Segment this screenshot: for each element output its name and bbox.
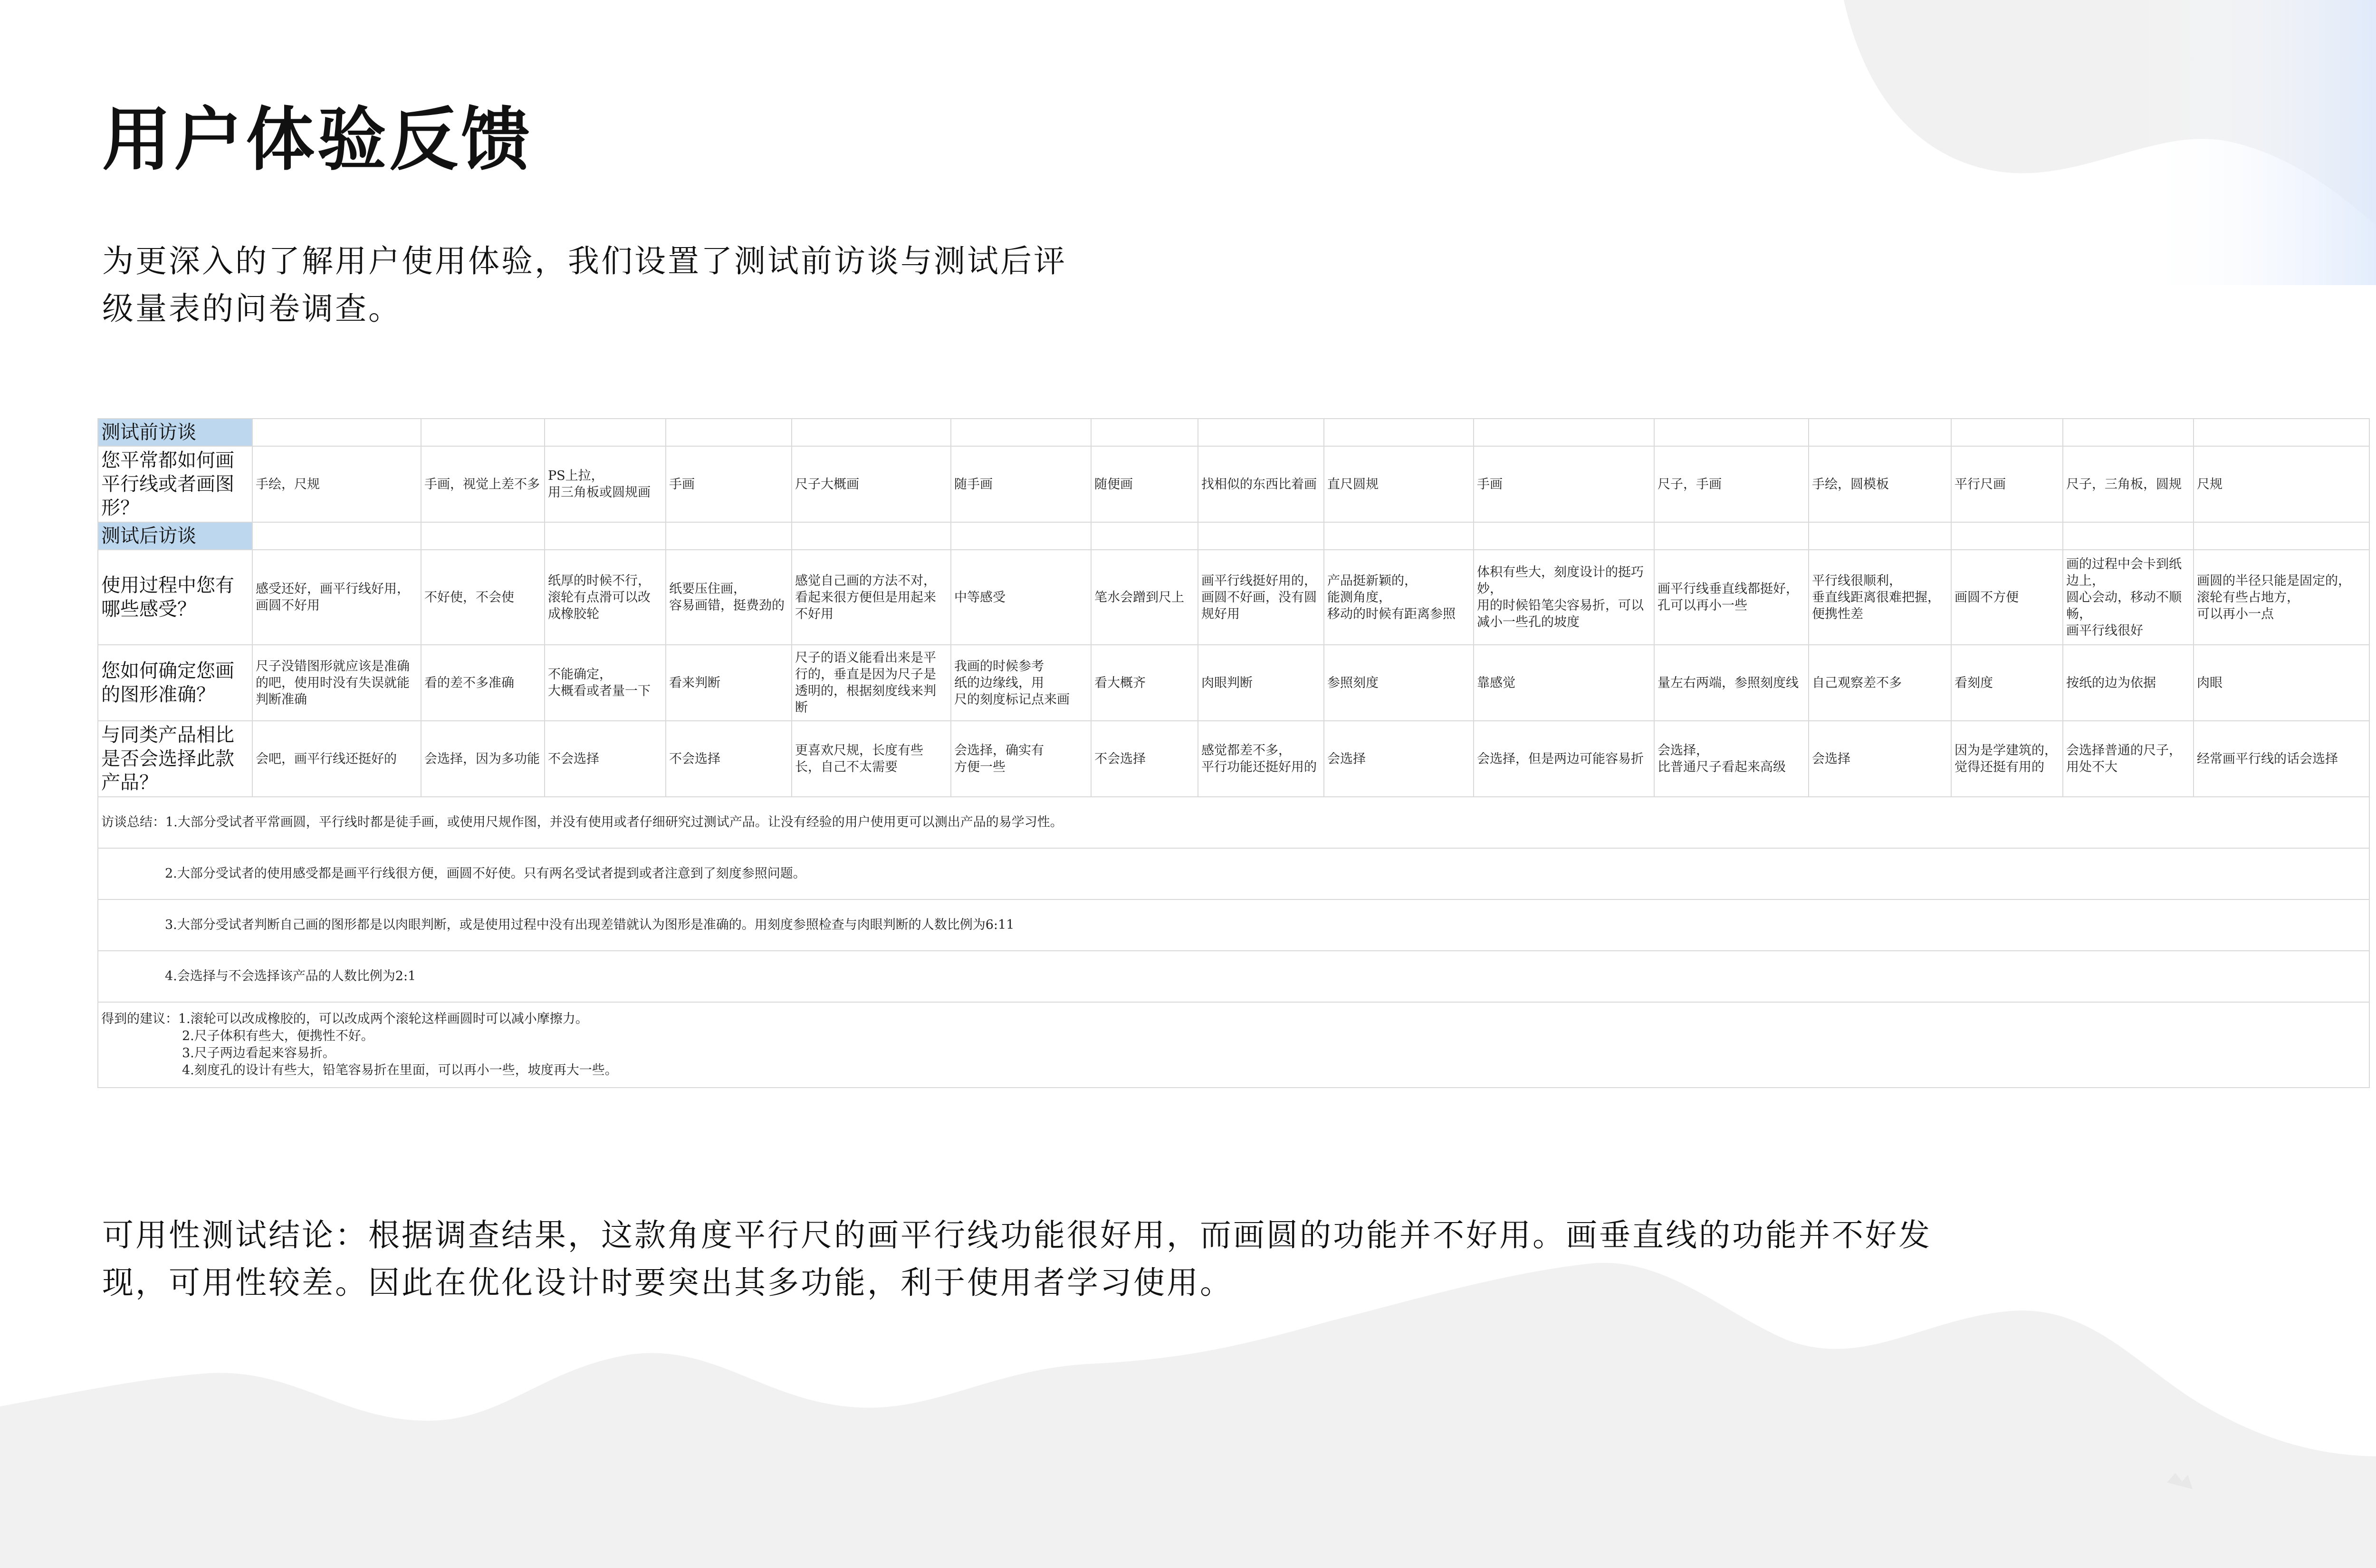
answer-cell: 画的过程中会卡到纸边上， 圆心会动，移动不顺畅， 画平行线很好 bbox=[2063, 550, 2194, 645]
answer-cell: 看的差不多准确 bbox=[421, 645, 545, 721]
empty-cell bbox=[1809, 419, 1951, 446]
answer-cell: 手绘，圆模板 bbox=[1809, 446, 1951, 522]
answer-cell: 尺子没错图形就应该是准确 的吧，使用时没有失误就能判断准确 bbox=[252, 645, 421, 721]
section-pre-interview-label: 测试前访谈 bbox=[98, 419, 252, 446]
empty-cell bbox=[545, 419, 666, 446]
intro-paragraph: 为更深入的了解用户使用体验，我们设置了测试前访谈与测试后评级量表的问卷调查。 bbox=[102, 243, 1067, 327]
empty-cell bbox=[1474, 522, 1654, 550]
question-row bbox=[98, 721, 2369, 797]
answer-cell: 不会选择 bbox=[666, 721, 792, 797]
answer-cell: 随便画 bbox=[1091, 446, 1198, 522]
answer-cell: 感觉都差不多， 平行功能还挺好用的 bbox=[1198, 721, 1324, 797]
empty-cell bbox=[2194, 419, 2369, 446]
answer-cell: 中等感受 bbox=[951, 550, 1091, 645]
empty-cell bbox=[1951, 419, 2063, 446]
answer-cell: 我画的时候参考 纸的边缘线，用 尺的刻度标记点来画 bbox=[951, 645, 1091, 721]
answer-cell: 肉眼判断 bbox=[1198, 645, 1324, 721]
empty-cell bbox=[1809, 522, 1951, 550]
answer-cell: 参照刻度 bbox=[1324, 645, 1474, 721]
summary-row bbox=[98, 848, 2369, 899]
section-post-interview-label: 测试后访谈 bbox=[98, 522, 252, 550]
suggestions-row bbox=[98, 1002, 2369, 1088]
empty-cell bbox=[2063, 522, 2194, 550]
answer-cell: 看来判断 bbox=[666, 645, 792, 721]
question-cell: 您平常都如何画平行线或者画图形？ bbox=[98, 446, 252, 522]
empty-cell bbox=[1091, 419, 1198, 446]
answer-cell: 画圆的半径只能是固定的， 滚轮有些占地方， 可以再小一点 bbox=[2194, 550, 2369, 645]
answer-cell: 肉眼 bbox=[2194, 645, 2369, 721]
suggestion-item: 4.刻度孔的设计有些大，铅笔容易折在里面，可以再小一些，坡度再大一些。 bbox=[182, 1063, 618, 1078]
answer-cell: 不会选择 bbox=[545, 721, 666, 797]
empty-cell bbox=[1091, 522, 1198, 550]
answer-cell: 随手画 bbox=[951, 446, 1091, 522]
answer-cell: 手绘，尺规 bbox=[252, 446, 421, 522]
answer-cell: 尺子大概画 bbox=[792, 446, 951, 522]
survey-table bbox=[97, 418, 2370, 1088]
answer-cell: 会选择 bbox=[1809, 721, 1951, 797]
answer-cell: 尺子的语义能看出来是平行的，垂直是因为尺子是透明的，根据刻度线来判断 bbox=[792, 645, 951, 721]
answer-cell: 不能确定， 大概看或者量一下 bbox=[545, 645, 666, 721]
answer-cell: 纸厚的时候不行， 滚轮有点滑可以改成橡胶轮 bbox=[545, 550, 666, 645]
empty-cell bbox=[792, 419, 951, 446]
answer-cell: 会选择，因为多功能 bbox=[421, 721, 545, 797]
answer-cell: 产品挺新颖的， 能测角度， 移动的时候有距离参照 bbox=[1324, 550, 1474, 645]
suggestion-item: 3.尺子两边看起来容易折。 bbox=[182, 1046, 335, 1061]
answer-cell: 画平行线挺好用的， 画圆不好画，没有圆规好用 bbox=[1198, 550, 1324, 645]
summary-row bbox=[98, 899, 2369, 951]
answer-cell: 尺子，手画 bbox=[1654, 446, 1809, 522]
question-row bbox=[98, 446, 2369, 522]
answer-cell: 不会选择 bbox=[1091, 721, 1198, 797]
empty-cell bbox=[951, 522, 1091, 550]
suggestion-item: 2.尺子体积有些大，便携性不好。 bbox=[182, 1029, 374, 1043]
empty-cell bbox=[1198, 522, 1324, 550]
answer-cell: 会选择，但是两边可能容易折 bbox=[1474, 721, 1654, 797]
answer-cell: 画圆不方便 bbox=[1951, 550, 2063, 645]
answer-cell: 手画 bbox=[666, 446, 792, 522]
answer-cell: 更喜欢尺规，长度有些长，自己不太需要 bbox=[792, 721, 951, 797]
question-cell: 使用过程中您有哪些感受？ bbox=[98, 550, 252, 645]
answer-cell: 平行尺画 bbox=[1951, 446, 2063, 522]
answer-cell: 按纸的边为依据 bbox=[2063, 645, 2194, 721]
empty-cell bbox=[1474, 419, 1654, 446]
empty-cell bbox=[421, 419, 545, 446]
answer-cell: 看大概齐 bbox=[1091, 645, 1198, 721]
empty-cell bbox=[252, 522, 421, 550]
empty-cell bbox=[1324, 522, 1474, 550]
section-pre-interview bbox=[98, 419, 2369, 446]
answer-cell: 尺子，三角板，圆规 bbox=[2063, 446, 2194, 522]
suggestion-item: 得到的建议：1.滚轮可以改成橡胶的，可以改成两个滚轮这样画圆时可以减小摩擦力。 bbox=[101, 1012, 588, 1026]
answer-cell: 直尺圆规 bbox=[1324, 446, 1474, 522]
answer-cell: 找相似的东西比着画 bbox=[1198, 446, 1324, 522]
summary-row bbox=[98, 951, 2369, 1002]
empty-cell bbox=[1951, 522, 2063, 550]
summary-item: 4.会选择与不会选择该产品的人数比例为2:1 bbox=[98, 951, 2369, 1002]
question-row bbox=[98, 550, 2369, 645]
answer-cell: 会吧，画平行线还挺好的 bbox=[252, 721, 421, 797]
answer-cell: 笔水会蹭到尺上 bbox=[1091, 550, 1198, 645]
answer-cell: 平行线很顺利， 垂直线距离很难把握， 便携性差 bbox=[1809, 550, 1951, 645]
answer-cell: 手画 bbox=[1474, 446, 1654, 522]
answer-cell: 靠感觉 bbox=[1474, 645, 1654, 721]
answer-cell: 因为是学建筑的， 觉得还挺有用的 bbox=[1951, 721, 2063, 797]
answer-cell: 自己观察差不多 bbox=[1809, 645, 1951, 721]
empty-cell bbox=[792, 522, 951, 550]
answer-cell: 不好使，不会使 bbox=[421, 550, 545, 645]
suggestions-cell bbox=[98, 1002, 2369, 1088]
empty-cell bbox=[545, 522, 666, 550]
question-cell: 与同类产品相比是否会选择此款产品？ bbox=[98, 721, 252, 797]
empty-cell bbox=[666, 522, 792, 550]
empty-cell bbox=[1198, 419, 1324, 446]
empty-cell bbox=[1324, 419, 1474, 446]
empty-cell bbox=[252, 419, 421, 446]
top-right-blue-glow bbox=[2138, 0, 2376, 285]
bottom-mountains bbox=[0, 1263, 2376, 1568]
answer-cell: 纸要压住画， 容易画错，挺费劲的 bbox=[666, 550, 792, 645]
summary-item: 3.大部分受试者判断自己画的图形都是以肉眼判断，或是使用过程中没有出现差错就认为图形是准确的。用刻度参照检查与肉眼判断的人数比例为6:11 bbox=[98, 899, 2369, 951]
answer-cell: 会选择，确实有 方便一些 bbox=[951, 721, 1091, 797]
summary-item: 访谈总结：1.大部分受试者平常画圆，平行线时都是徒手画，或使用尺规作图，并没有使用或者仔细研究过测试产品。让没有经验的用户使用更可以测出产品的易学习性。 bbox=[98, 797, 2369, 848]
answer-cell: 手画，视觉上差不多 bbox=[421, 446, 545, 522]
empty-cell bbox=[951, 419, 1091, 446]
answer-cell: 体积有些大，刻度设计的挺巧妙， 用的时候铅笔尖容易折，可以减小一些孔的坡度 bbox=[1474, 550, 1654, 645]
answer-cell: 经常画平行线的话会选择 bbox=[2194, 721, 2369, 797]
answer-cell: 量左右两端，参照刻度线 bbox=[1654, 645, 1809, 721]
empty-cell bbox=[2063, 419, 2194, 446]
empty-cell bbox=[1654, 419, 1809, 446]
answer-cell: PS上拉， 用三角板或圆规画 bbox=[545, 446, 666, 522]
question-cell: 您如何确定您画的图形准确？ bbox=[98, 645, 252, 721]
answer-cell: 会选择， 比普通尺子看起来高级 bbox=[1654, 721, 1809, 797]
answer-cell: 感受还好，画平行线好用， 画圆不好用 bbox=[252, 550, 421, 645]
question-row bbox=[98, 645, 2369, 721]
empty-cell bbox=[2194, 522, 2369, 550]
conclusion-paragraph: 可用性测试结论：根据调查结果，这款角度平行尺的画平行线功能很好用，而画圆的功能并不好用。画垂直线的功能并不好发现，可用性较差。因此在优化设计时要突出其多功能，利于使用者学习使用。 bbox=[102, 1217, 1932, 1301]
section-post-interview bbox=[98, 522, 2369, 550]
summary-row bbox=[98, 797, 2369, 848]
answer-cell: 看刻度 bbox=[1951, 645, 2063, 721]
empty-cell bbox=[1654, 522, 1809, 550]
empty-cell bbox=[666, 419, 792, 446]
answer-cell: 感觉自己画的方法不对， 看起来很方便但是用起来不好用 bbox=[792, 550, 951, 645]
answer-cell: 尺规 bbox=[2194, 446, 2369, 522]
answer-cell: 会选择普通的尺子， 用处不大 bbox=[2063, 721, 2194, 797]
answer-cell: 会选择 bbox=[1324, 721, 1474, 797]
answer-cell: 画平行线垂直线都挺好， 孔可以再小一些 bbox=[1654, 550, 1809, 645]
summary-item: 2.大部分受试者的使用感受都是画平行线很方便，画圆不好使。只有两名受试者提到或者注意到了刻度参照问题。 bbox=[98, 848, 2369, 899]
page-title: 用户体验反馈 bbox=[102, 99, 533, 180]
empty-cell bbox=[421, 522, 545, 550]
